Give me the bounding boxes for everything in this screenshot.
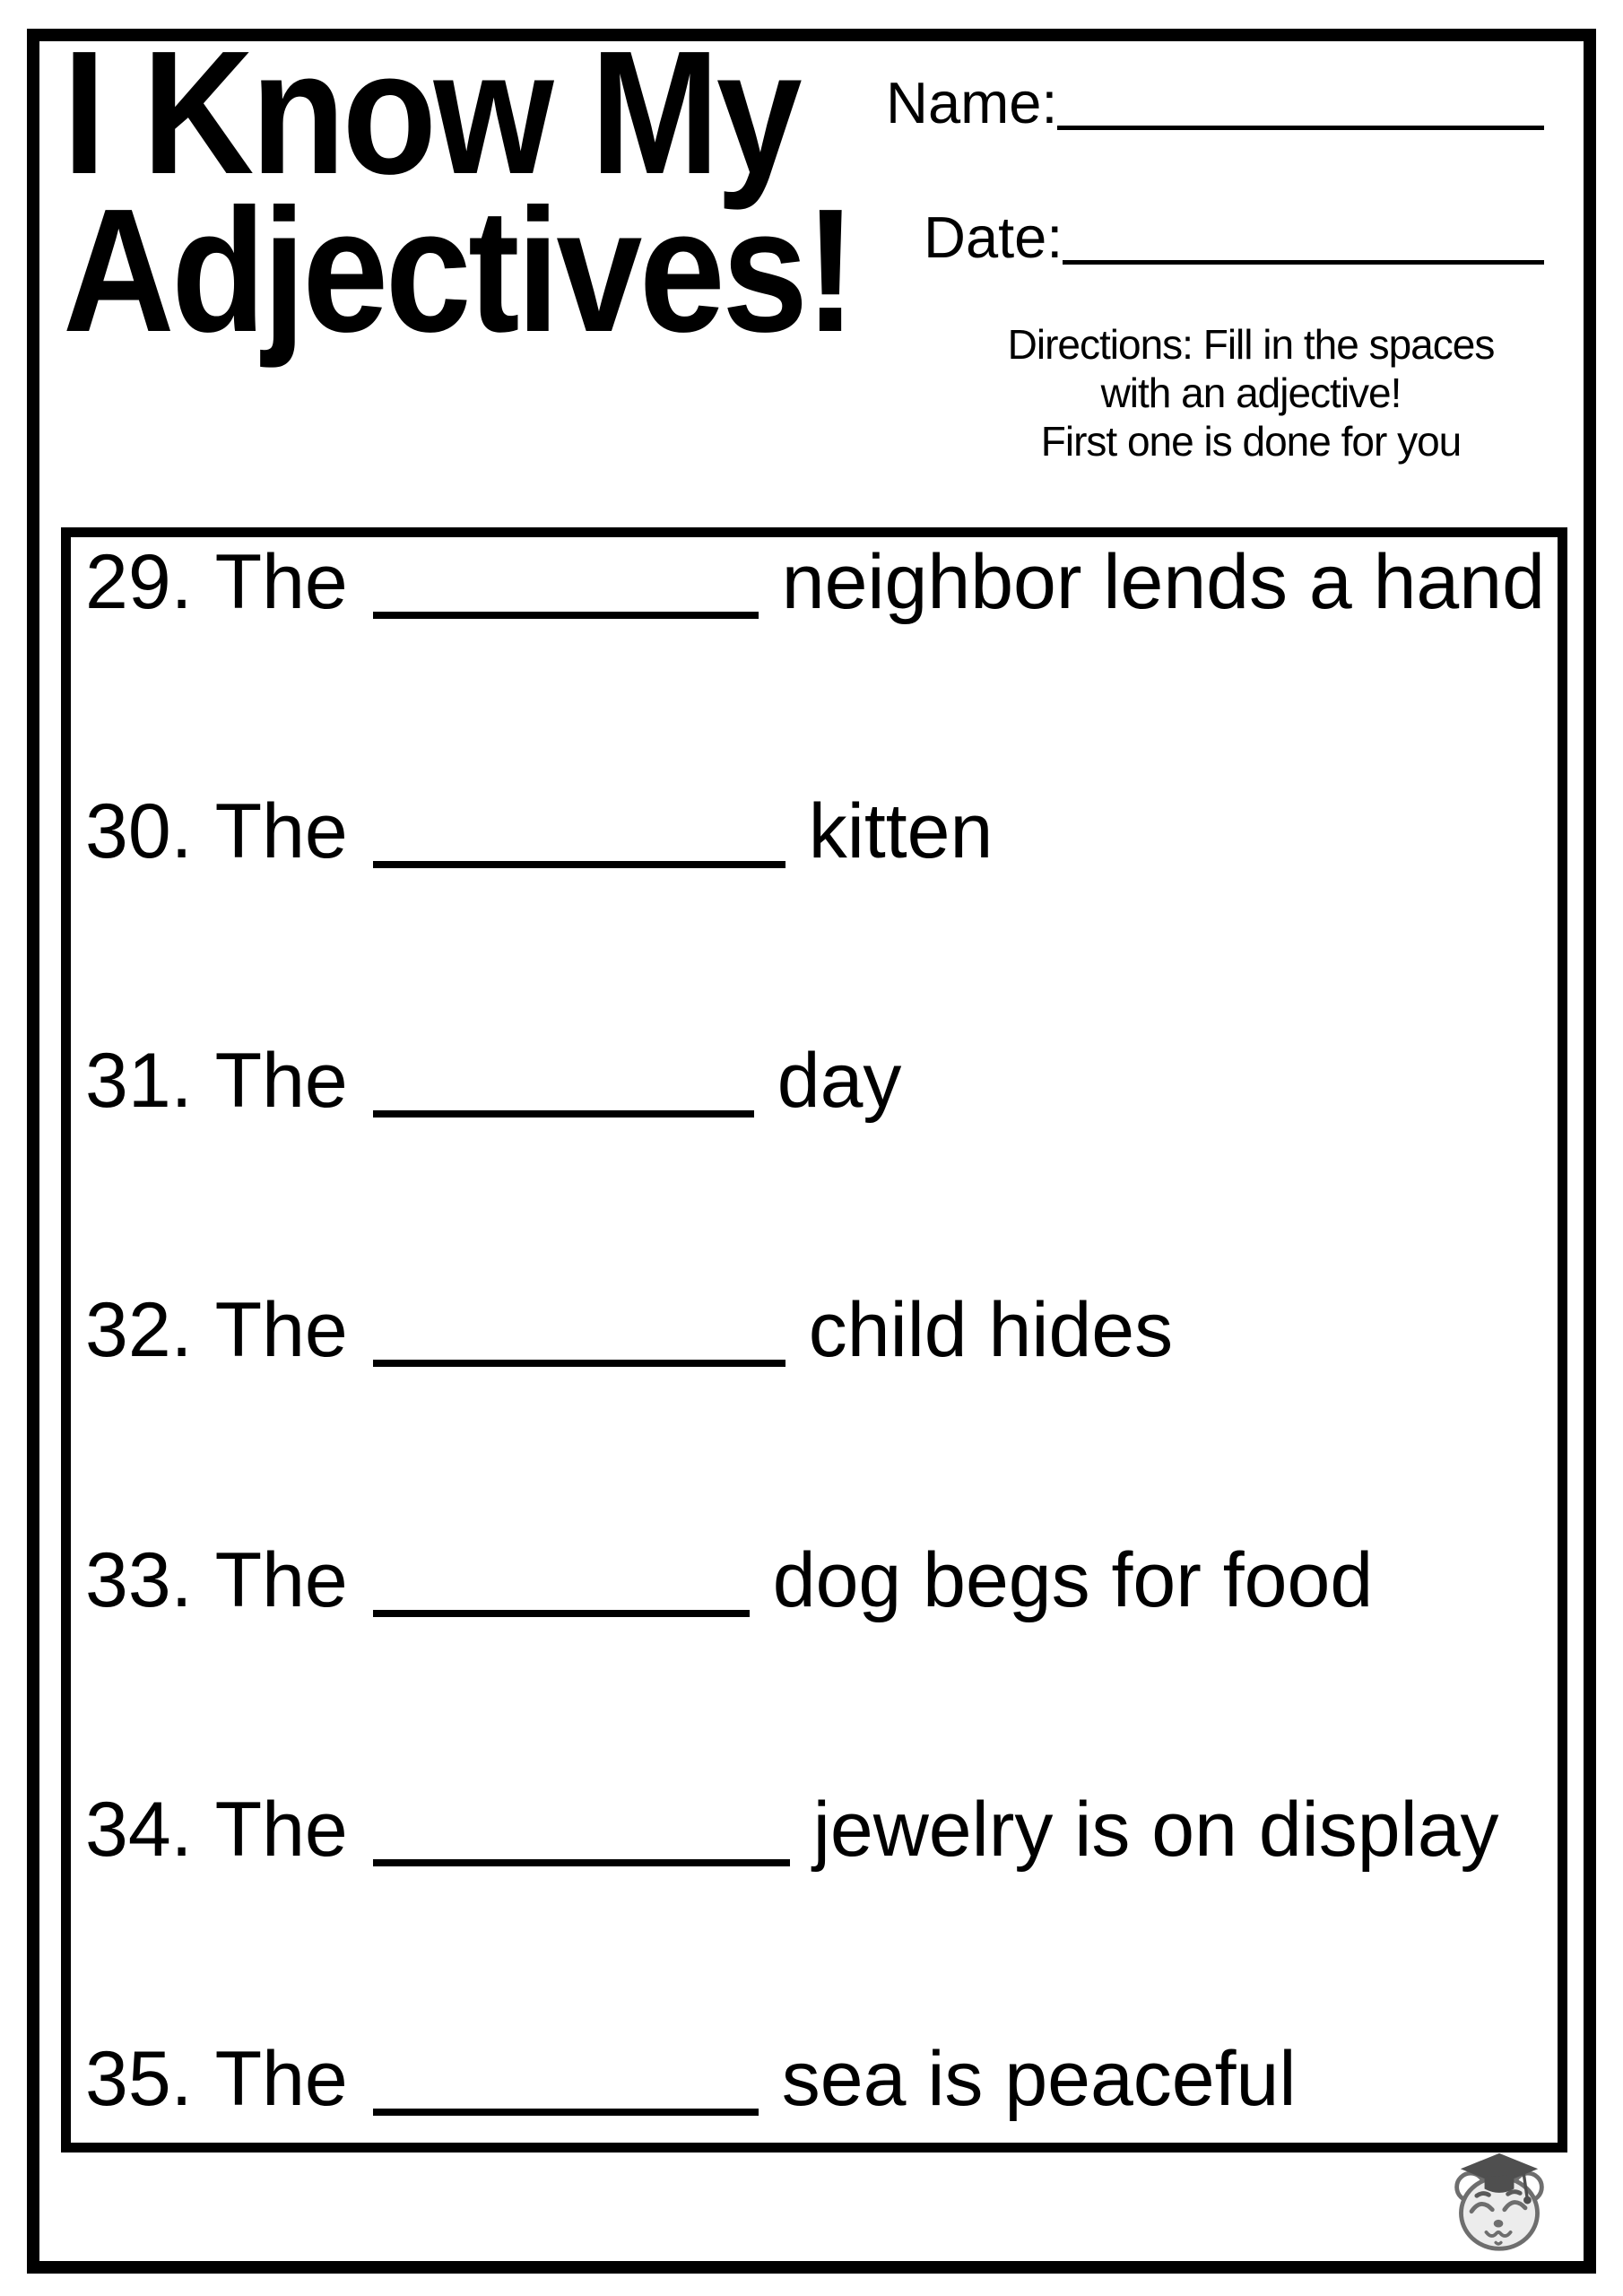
bear-nose — [1494, 2220, 1504, 2228]
worksheet-title-line1: I Know My — [63, 14, 800, 211]
name-row — [886, 70, 1544, 135]
graduation-cap-band — [1485, 2175, 1515, 2193]
question-number: 32. — [85, 1287, 193, 1373]
question-row — [85, 788, 1565, 874]
question-pre-text: The — [214, 1038, 348, 1124]
question-row — [85, 539, 1565, 625]
question-post-text: dog begs for food — [772, 1537, 1374, 1623]
question-row — [85, 1537, 1565, 1623]
question-pre-text: The — [214, 1537, 348, 1623]
adjective-blank[interactable] — [373, 852, 785, 868]
question-number: 33. — [85, 1537, 193, 1623]
name-label: Name: — [886, 70, 1058, 135]
question-number: 31. — [85, 1038, 193, 1124]
question-post-text: jewelry is on display — [812, 1787, 1499, 1873]
question-row — [85, 1287, 1565, 1373]
question-row — [85, 1038, 1565, 1124]
worksheet-title — [63, 14, 854, 370]
question-row — [85, 1787, 1565, 1873]
directions-line: Directions: Fill in the spaces — [1007, 321, 1495, 368]
graduate-bear-logo — [1445, 2151, 1553, 2255]
graduation-cap-tassel-end — [1523, 2196, 1532, 2205]
date-label: Date: — [924, 204, 1063, 270]
question-row — [85, 2036, 1565, 2122]
worksheet-title-line2: Adjectives! — [63, 172, 854, 370]
adjective-blank[interactable] — [373, 1351, 785, 1367]
question-post-text: child hides — [808, 1287, 1174, 1373]
question-post-text: kitten — [808, 788, 994, 874]
directions-line: First one is done for you — [1040, 417, 1462, 465]
question-pre-text: The — [214, 1287, 348, 1373]
question-pre-text: The — [214, 539, 348, 625]
question-number: 35. — [85, 2036, 193, 2122]
question-pre-text: The — [214, 1787, 348, 1873]
adjective-blank[interactable] — [373, 1101, 754, 1118]
date-row — [924, 204, 1544, 270]
bear-chin — [1496, 2242, 1501, 2243]
question-pre-text: The — [214, 2036, 348, 2122]
name-blank-line[interactable] — [1057, 126, 1544, 130]
directions-text — [933, 321, 1569, 465]
adjective-blank[interactable] — [373, 1850, 790, 1866]
question-number: 30. — [85, 788, 193, 874]
adjective-blank[interactable] — [373, 2100, 759, 2116]
question-post-text: sea is peaceful — [781, 2036, 1297, 2122]
adjective-blank[interactable] — [373, 603, 759, 619]
adjective-blank[interactable] — [373, 1601, 750, 1617]
date-blank-line[interactable] — [1063, 260, 1544, 265]
directions-line: with an adjective! — [1100, 369, 1402, 416]
question-number: 29. — [85, 539, 193, 625]
bear-eyebrow-right — [1508, 2192, 1521, 2195]
question-post-text: day — [777, 1038, 902, 1124]
question-pre-text: The — [214, 788, 348, 874]
bear-eyebrow-left — [1477, 2194, 1489, 2196]
question-post-text: neighbor lends a hand — [781, 539, 1545, 625]
question-number: 34. — [85, 1787, 193, 1873]
